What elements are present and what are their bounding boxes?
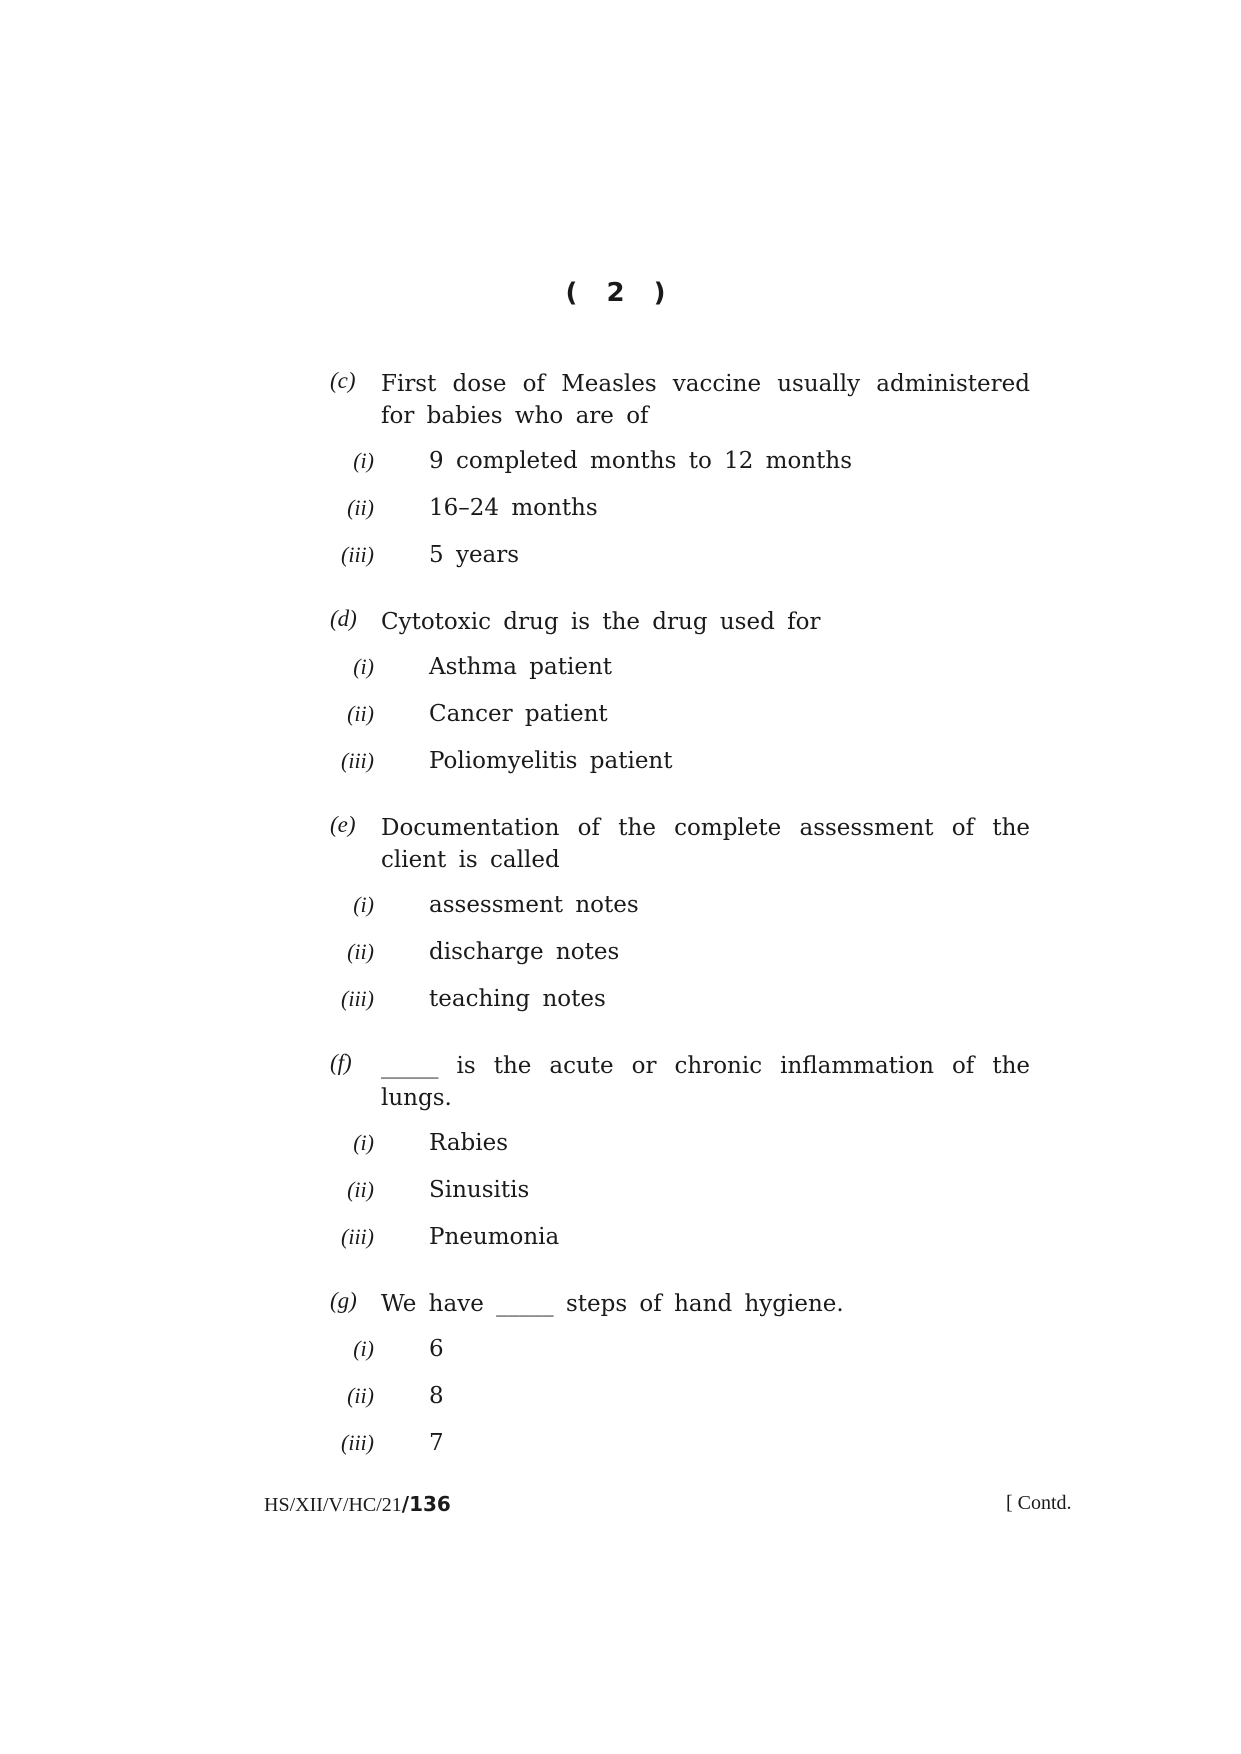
option-label: (iii) bbox=[341, 542, 374, 567]
option-label: (i) bbox=[353, 448, 374, 473]
question-d bbox=[330, 606, 1030, 792]
options-list bbox=[330, 651, 1030, 792]
option-item bbox=[330, 698, 1030, 745]
option-item bbox=[330, 1174, 1030, 1221]
question-label: (e) bbox=[330, 812, 356, 837]
paper-code-suffix: /136 bbox=[401, 1492, 451, 1516]
option-text: discharge notes bbox=[429, 939, 620, 965]
option-item bbox=[330, 1221, 1030, 1268]
question-c bbox=[330, 368, 1030, 586]
option-item bbox=[330, 745, 1030, 792]
option-item bbox=[330, 1333, 1030, 1380]
option-item bbox=[330, 983, 1030, 1030]
option-text: Rabies bbox=[429, 1130, 509, 1156]
question-text: Documentation of the complete assessment of the client is called bbox=[381, 815, 1030, 873]
question-text: First dose of Measles vaccine usually administered for babies who are of bbox=[381, 371, 1030, 429]
option-item bbox=[330, 445, 1030, 492]
option-text: 6 bbox=[429, 1336, 444, 1362]
question-text: Cytotoxic drug is the drug used for bbox=[381, 609, 821, 635]
options-list bbox=[330, 445, 1030, 586]
option-item bbox=[330, 651, 1030, 698]
paper-code-prefix: HS/XII/V/HC/21 bbox=[264, 1494, 402, 1516]
options-list bbox=[330, 1333, 1030, 1474]
option-text: Pneumonia bbox=[429, 1224, 560, 1250]
question-f bbox=[330, 1050, 1030, 1268]
option-item bbox=[330, 492, 1030, 539]
contd-label: [ Contd. bbox=[1006, 1492, 1072, 1514]
option-item bbox=[330, 1427, 1030, 1474]
option-item bbox=[330, 539, 1030, 586]
option-label: (iii) bbox=[341, 1224, 374, 1249]
question-label: (d) bbox=[330, 606, 357, 631]
options-list bbox=[330, 1127, 1030, 1268]
option-item bbox=[330, 936, 1030, 983]
option-label: (ii) bbox=[347, 1177, 374, 1202]
question-e bbox=[330, 812, 1030, 1030]
option-label: (ii) bbox=[347, 1383, 374, 1408]
question-g bbox=[330, 1288, 1030, 1474]
paper-code bbox=[264, 1492, 451, 1517]
option-item bbox=[330, 889, 1030, 936]
option-text: Poliomyelitis patient bbox=[429, 748, 673, 774]
question-text: We have _____ steps of hand hygiene. bbox=[381, 1291, 844, 1317]
option-text: 5 years bbox=[429, 542, 520, 568]
page-number: ( 2 ) bbox=[565, 278, 676, 308]
option-label: (ii) bbox=[347, 495, 374, 520]
option-text: 16–24 months bbox=[429, 495, 598, 521]
option-text: 9 completed months to 12 months bbox=[429, 448, 853, 474]
option-label: (iii) bbox=[341, 748, 374, 773]
option-label: (iii) bbox=[341, 986, 374, 1011]
option-text: Sinusitis bbox=[429, 1177, 530, 1203]
option-text: Asthma patient bbox=[429, 654, 613, 680]
option-label: (ii) bbox=[347, 939, 374, 964]
option-label: (iii) bbox=[341, 1430, 374, 1455]
question-label: (f) bbox=[330, 1050, 352, 1075]
option-item bbox=[330, 1380, 1030, 1427]
question-text: _____ is the acute or chronic inflammation of the lungs. bbox=[381, 1053, 1030, 1111]
option-label: (i) bbox=[353, 892, 374, 917]
option-label: (ii) bbox=[347, 701, 374, 726]
option-label: (i) bbox=[353, 1336, 374, 1361]
question-label: (c) bbox=[330, 368, 356, 393]
option-text: teaching notes bbox=[429, 986, 606, 1012]
options-list bbox=[330, 889, 1030, 1030]
option-label: (i) bbox=[353, 654, 374, 679]
option-text: assessment notes bbox=[429, 892, 639, 918]
question-label: (g) bbox=[330, 1288, 357, 1313]
option-text: Cancer patient bbox=[429, 701, 608, 727]
option-item bbox=[330, 1127, 1030, 1174]
option-label: (i) bbox=[353, 1130, 374, 1155]
option-text: 7 bbox=[429, 1430, 444, 1456]
option-text: 8 bbox=[429, 1383, 444, 1409]
